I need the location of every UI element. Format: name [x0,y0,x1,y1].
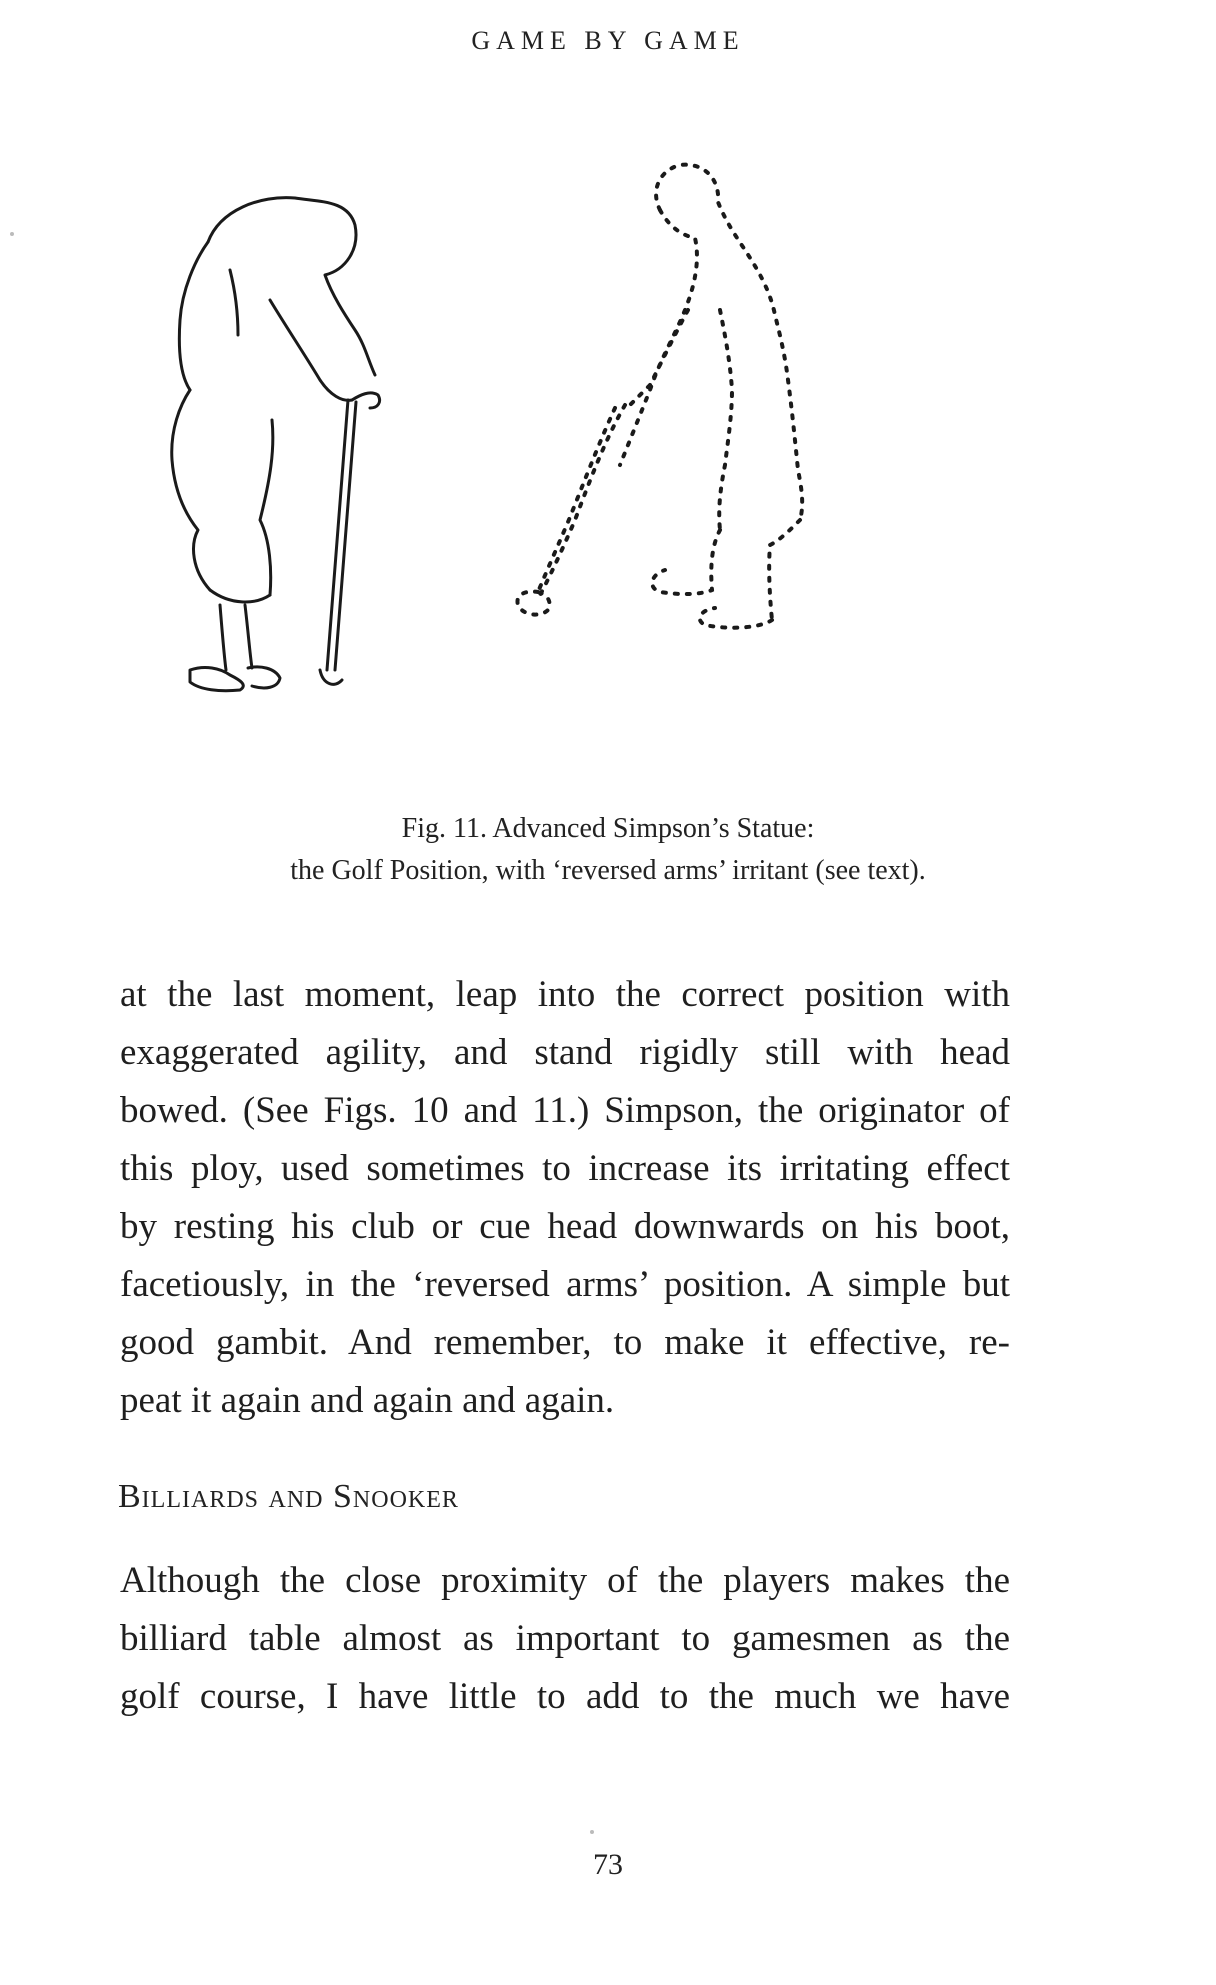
text-line: exaggerated agility, and stand rigidly still with head [120,1032,1010,1073]
dotted-golfer-figure [517,165,802,628]
scan-speck [590,1830,594,1834]
running-head: GAME BY GAME [471,26,745,55]
caption-line-1: Fig. 11. Advanced Simpson’s Statue: [401,813,815,844]
text-line: good gambit. And remember, to make it effective, re- [120,1322,1010,1363]
figure-caption [0,808,1216,892]
text-line: bowed. (See Figs. 10 and 11.) Simpson, the originator of [120,1090,1010,1131]
text-line: billiard table almost as important to gamesmen as the [120,1618,1010,1659]
text-line: golf course, I have little to add to the much we have [120,1676,1010,1717]
paragraph-1 [120,966,1010,1430]
text-line: by resting his club or cue head downwards on his boot, [120,1206,1010,1247]
caption-line-2: the Golf Position, with ‘reversed arms’ irritant (see text). [290,855,926,886]
figure-illustration [120,150,1020,790]
page-number: 73 [593,1848,623,1881]
paragraph-2 [120,1552,1010,1726]
solid-golfer-figure [172,198,380,691]
section-heading: Billiards and Snooker [118,1478,459,1515]
text-line: facetiously, in the ‘reversed arms’ position. A simple but [120,1264,1010,1305]
text-line: peat it again and again and again. [120,1380,615,1421]
text-line: this ploy, used sometimes to increase its irritating effect [120,1148,1010,1189]
scan-speck [10,232,14,236]
golfer-figures-drawing [120,150,1020,790]
text-line: Although the close proximity of the players makes the [120,1560,1010,1601]
text-line: at the last moment, leap into the correct position with [120,974,1010,1015]
